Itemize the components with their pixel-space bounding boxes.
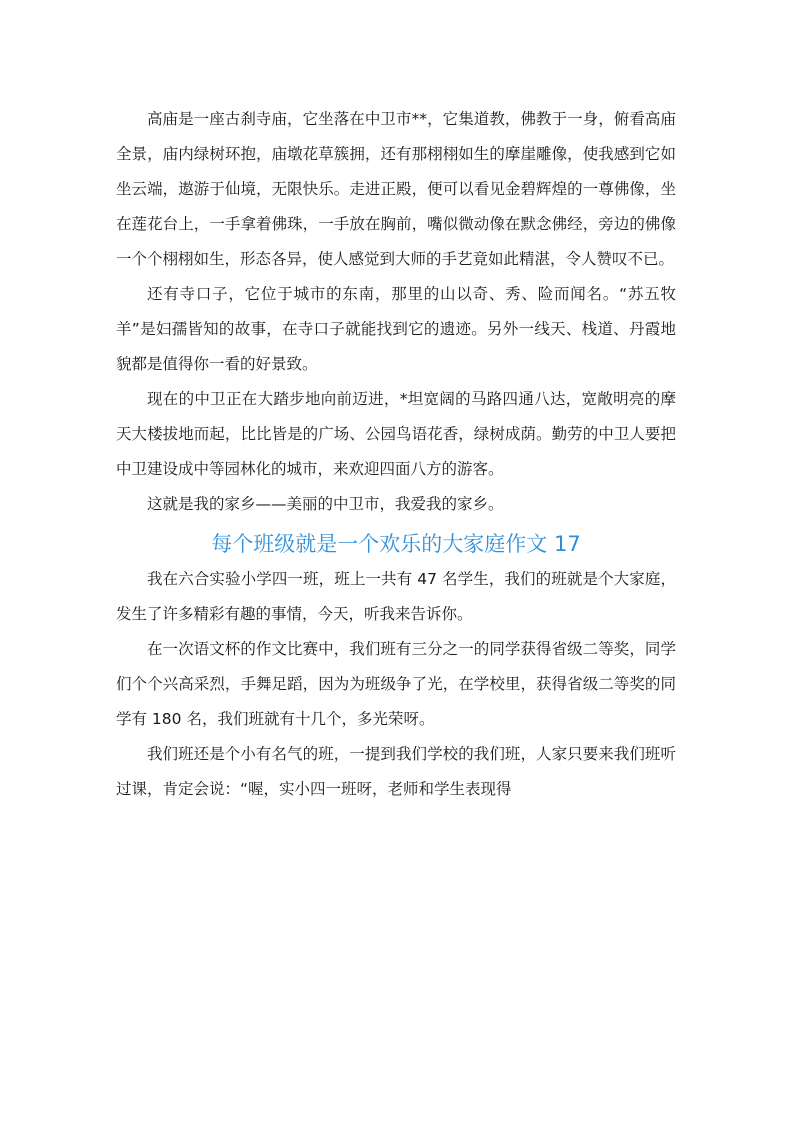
paragraph-essay-contest: 在一次语文杯的作文比赛中，我们班有三分之一的同学获得省级二等奖，同学们个个兴高采烈，手舞足蹈，因为为班级争了光，在学校里，获得省级二等奖的同学有 180 名，我们班就有十几个，多光荣呀。 xyxy=(116,640,676,728)
paragraph-class-intro: 我在六合实验小学四一班，班上一共有 47 名学生，我们的班就是个大家庭，发生了许多精彩有趣的事情，今天，听我来告诉你。 xyxy=(116,570,676,623)
paragraph-gaomiao: 高庙是一座古刹寺庙，它坐落在中卫市**，它集道教，佛教于一身，俯看高庙全景，庙内绿树环抱，庙墩花草簇拥，还有那栩栩如生的摩崖雕像，使我感到它如坐云端，遨游于仙境，无限快乐。走进正殿，便可以看见金碧辉煌的一尊佛像，坐在莲花台上，一手拿着佛珠，一手放在胸前，嘴似微动像在默念佛经，旁边的佛像一个个栩栩如生，形态各异，使人感觉到大师的手艺竟如此精湛，令人赞叹不已。 xyxy=(116,110,676,268)
paragraph-hometown-closing: 这就是我的家乡——美丽的中卫市，我爱我的家乡。 xyxy=(147,495,504,513)
essay-heading: 每个班级就是一个欢乐的大家庭作文 17 xyxy=(211,532,581,556)
paragraph-sikouzi: 还有寺口子，它位于城市的东南，那里的山以奇、秀、险而闻名。“苏五牧羊”是妇孺皆知的故事，在寺口子就能找到它的遗迹。另外一线天、栈道、丹霞地貌都是值得你一看的好景致。 xyxy=(116,285,676,373)
article-body xyxy=(116,102,676,807)
paragraph-famous-class: 我们班还是个小有名气的班，一提到我们学校的我们班，人家只要来我们班听过课，肯定会说：“喔，实小四一班呀，老师和学生表现得 xyxy=(116,745,676,798)
paragraph-modern-zhongwei: 现在的中卫正在大踏步地向前迈进，*坦宽阔的马路四通八达，宽敞明亮的摩天大楼拔地而起，比比皆是的广场、公园鸟语花香，绿树成荫。勤劳的中卫人要把中卫建设成中等园林化的城市，来欢迎四面八方的游客。 xyxy=(116,390,676,478)
